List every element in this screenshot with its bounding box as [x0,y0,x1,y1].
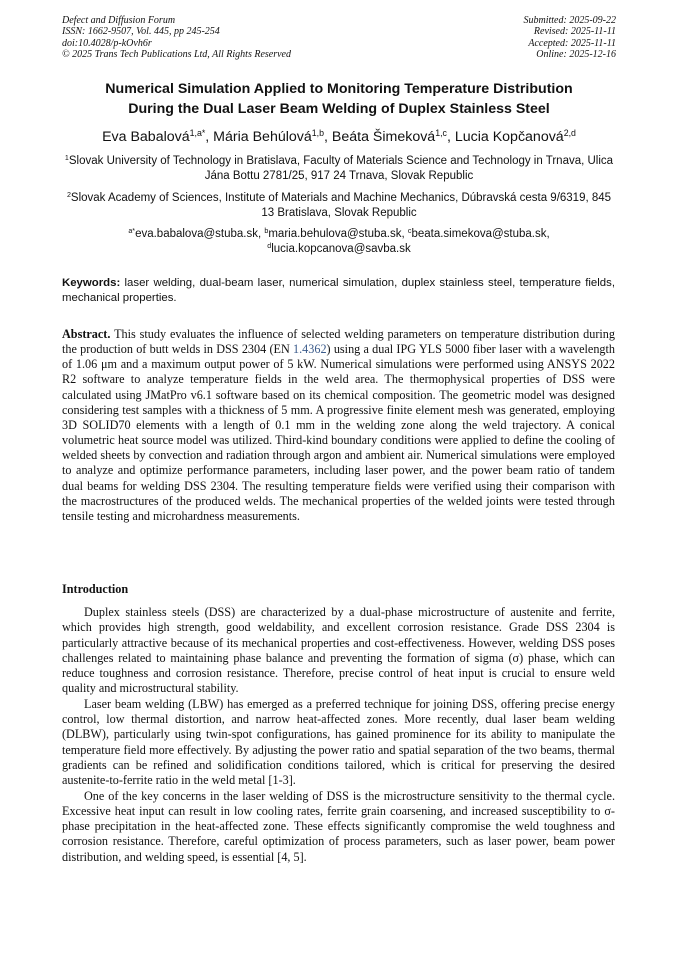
author-name: Beáta Šimeková [331,129,436,145]
email-mark: c [407,227,412,236]
author-separator: , [446,129,455,145]
keywords-label: Keywords: [62,277,121,289]
email-mark: a* [128,227,136,236]
author-name: Mária Behúlová [213,129,312,145]
author-separator: , [324,129,332,145]
affiliation-2 [62,191,616,222]
paragraph: Laser beam welding (LBW) has emerged as a preferred technique for joining DSS, offering precise energy control, low thermal distortion, and narrow heat-affected zones. More recently, dual laser beam welding (DLBW), particularly using twin-spot configurations, has gained prominence for its ability to manipulate the temperature field more effectively. By adjusting the power ratio and spatial separation of the two beams, thermal gradients can be refined and solidification conditions tailored, which is critical for preserving the desired austenite-to-ferrite ratio in the weld metal [1-3]. [62,696,615,788]
accepted-date: Accepted: 2025-11-11 [528,37,616,49]
introduction-heading: Introduction [62,582,129,596]
abstract-label: Abstract. [62,327,111,341]
paragraph: Duplex stainless steels (DSS) are characterized by a dual-phase microstructure of austenite and ferrite, which provides high strength, good weldability, and excellent corrosion resistance. Grade DSS 2304 is particularly attractive because of its mechanical properties and cost-effectiveness. However, welding DSS poses challenges related to maintaining phase balance and preventing the formation of sigma (σ) phase, which can reduce toughness and corrosion resistance. Therefore, precise control of heat input is crucial to ensure weld quality and microstructural stability. [62,605,615,696]
affiliation-text: Slovak University of Technology in Bratislava, Faculty of Materials Science and Technology in Trnava, Ulica Jána Bottu 2781/25, 917 24 Trnava, Slovak Republic [68,155,614,183]
author-list [30,127,648,147]
submitted-date: Submitted: 2025-09-22 [523,15,616,26]
author-name: Eva Babalová [102,129,190,145]
author-emails [62,227,616,258]
affiliation-text: Slovak Academy of Sciences, Institute of Materials and Machine Mechanics, Dúbravská cesta 9/6319, 845 13 Bratislava, Slovak Republic [70,192,612,220]
author-affiliation-mark: 2,d [563,128,576,139]
material-number-link[interactable]: 1.4362 [293,342,327,357]
author-affiliation-mark: 1,a* [189,128,206,139]
paper-title [40,80,638,119]
title-line-2: During the Dual Laser Beam Welding of Duplex Stainless Steel [128,100,550,117]
email-link[interactable]: lucia.kopcanova@savba.sk [271,243,411,256]
journal-info [62,15,291,61]
keywords [62,276,615,305]
paragraph: One of the key concerns in the laser welding of DSS is the microstructure sensitivity to the thermal cycle. Excessive heat input can result in low cooling rates, ferrite grain coarsening, and increased susceptibility to σ-phase precipitation in the heat-affected zone. These effects significantly compromise the weld toughness and corrosion resistance. Therefore, careful optimization of process parameters, such as laser power, beam power distribution, and welding speed, is essential [4, 5]. [62,788,615,864]
issn-volume: ISSN: 1662-9507, Vol. 445, pp 245-254 [62,26,220,38]
email-link[interactable]: beata.simekova@stuba.sk, [411,228,550,240]
publication-dates [524,15,617,61]
affiliation-1 [62,154,616,185]
author-affiliation-mark: 1,c [435,128,447,139]
copyright: © 2025 Trans Tech Publications Ltd, All Rights Reserved [62,49,291,61]
email-link[interactable]: eva.babalova@stuba.sk, [135,228,265,240]
abstract-text-end: ) using a dual IPG YLS 5000 fiber laser with a wavelength of 1.06 μm and a maximum output power of 5 kW. Numerical simulations were performed using ANSYS 2022 R2 software to analyze temperature fields in the weld area. The thermophysical properties of DSS were calculated using JMatPro v6.1 software based on its chemical composition. The geometric model was designed considering test samples with a thickness of 5 mm. A progressive finite element mesh was generated, employing 3D SOLID70 elements with a length of 0.1 mm in the welding zone along the weld trajectory. A conical volumetric heat source model was utilized. Third-kind boundary conditions were applied to define the cooling of welded sheets by convection and radiation through argon and ambient air. Numerical simulations were employed to analyze and optimize performance parameters, including laser power, and the power beam ratio of tandem dual beams for welding DSS 2304. The resulting temperature fields were verified using their comparison with the macrostructures of the produced welds. The mechanical properties of the welded joints were tested through tensile testing and microhardness measurements. [62,342,615,523]
affiliation-number: 1 [64,154,69,163]
journal-name: Defect and Diffusion Forum [62,15,176,26]
revised-date: Revised: 2025-11-11 [533,26,616,38]
abstract [62,327,615,524]
doi[interactable]: doi:10.4028/p-kOvh6r [62,37,152,49]
title-line-1: Numerical Simulation Applied to Monitoring Temperature Distribution [105,81,573,97]
abstract-text-start: This study evaluates the influence of selected welding parameters on temperature distribution during the production of butt welds in DSS 2304 (EN [62,327,615,357]
author-affiliation-mark: 1,b [311,128,324,139]
email-mark: b [264,227,269,236]
keywords-text: laser welding, dual-beam laser, numerical simulation, duplex stainless steel, temperature fields, mechanical properties. [62,277,615,304]
email-link[interactable]: maria.behulova@stuba.sk, [268,228,408,240]
online-date: Online: 2025-12-16 [536,49,616,61]
affiliation-number: 2 [66,191,71,200]
introduction-body [62,605,615,865]
author-name: Lucia Kopčanová [454,129,564,145]
author-separator: , [205,129,214,145]
email-mark: d [267,242,272,251]
